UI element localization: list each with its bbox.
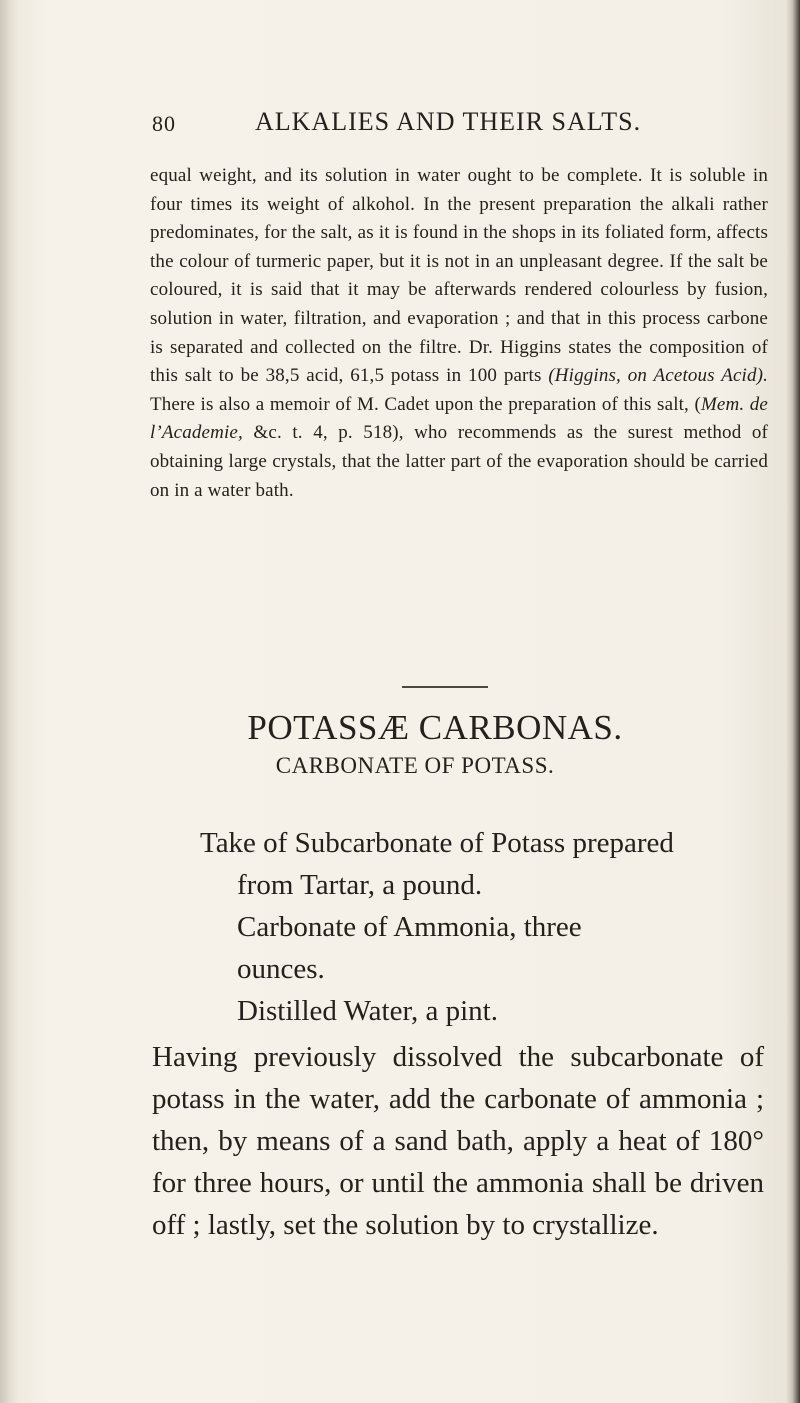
section-heading bbox=[0, 708, 800, 780]
ingredient-line-3: Carbonate of Ammonia, three bbox=[237, 911, 582, 943]
page-gutter-shadow bbox=[0, 0, 18, 1403]
citation-academie: Mem. de l’Academie, bbox=[150, 393, 769, 444]
recipe-directions bbox=[152, 1036, 764, 1246]
body-text-segment-2: There is also a memoir of M. Cadet upon the preparation of this salt, ( bbox=[150, 393, 701, 415]
citation-higgins: (Higgins, on Acetous Acid). bbox=[548, 365, 768, 387]
page-edge-shadow bbox=[786, 0, 800, 1403]
section-divider-rule bbox=[402, 686, 488, 688]
body-paragraph bbox=[150, 162, 768, 505]
ingredient-line-5: Distilled Water, a pint. bbox=[237, 995, 498, 1027]
latin-heading: POTASSÆ CARBONAS. bbox=[247, 708, 623, 747]
page-number: 80 bbox=[152, 111, 176, 136]
recipe-ingredients bbox=[200, 822, 760, 1032]
ingredient-line-2: from Tartar, a pound. bbox=[237, 869, 483, 901]
body-text-segment-1: equal weight, and its solution in water ought to be complete. It is soluble in four times its weight of alkohol. In the present preparation the alkali rather predominates, for the salt, as it is found in the shops in its foliated form, affects the colour of turmeric paper, but it is not in an unpleasant degree. If the salt be coloured, it is said that it may be afterwards rendered colourless by fusion, solution in water, filtration, and evaporation ; and that in this process carbone is separated and collected on the filtre. Dr. Higgins states the composition of this salt to be 38,5 acid, 61,5 potass in 100 parts bbox=[150, 165, 768, 387]
ingredient-line-1: Take of Subcarbonate of Potass prepared bbox=[200, 827, 674, 859]
body-text-segment-3: &c. t. 4, p. 518), who recommends as the surest method of obtaining large crystals, that the latter part of the evaporation should be carried on in a water bath. bbox=[150, 422, 768, 501]
directions-text: Having previously dissolved the subcarbonate of potass in the water, add the carbonate of ammonia ; then, by means of a sand bath, apply a heat of 180° for three hours, or until the ammonia shall be driven off ; lastly, set the solution by to crystallize. bbox=[152, 1041, 764, 1241]
english-subheading: CARBONATE OF POTASS. bbox=[275, 753, 555, 778]
paragraph-text bbox=[150, 162, 768, 505]
ingredient-line-4: ounces. bbox=[237, 953, 325, 985]
running-title: ALKALIES AND THEIR SALTS. bbox=[255, 107, 642, 136]
running-head bbox=[0, 107, 800, 147]
